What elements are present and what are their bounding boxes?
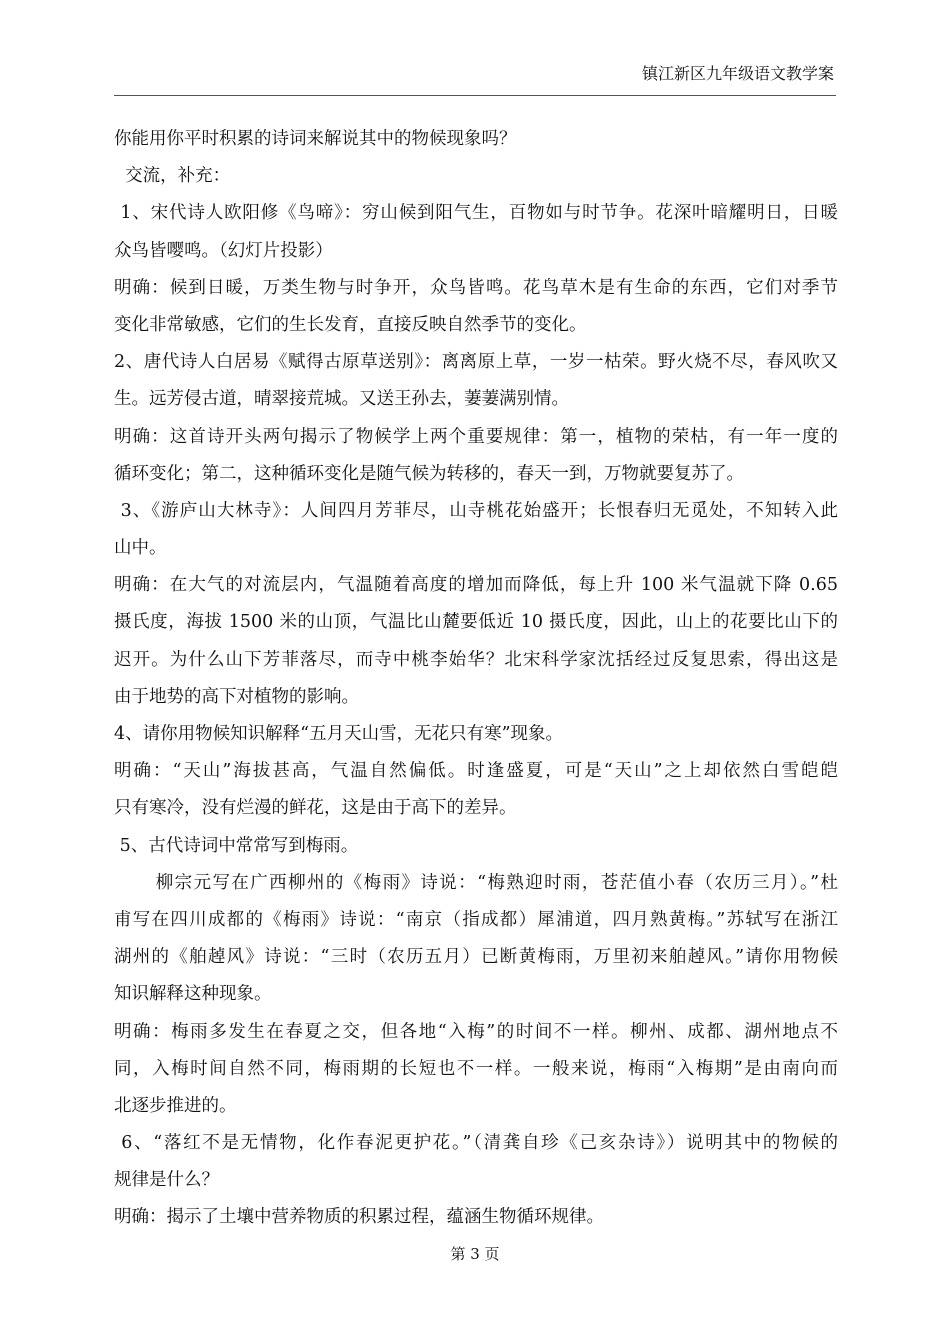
text-line: 3、《游庐山大林寺》：人间四月芳菲尽，山寺桃花始盛开；长恨春归无觅处，不知转入此 [114, 500, 838, 521]
text-line: 生。远芳侵古道，晴翠接荒城。又送王孙去，萋萋满别情。 [114, 389, 569, 410]
text-line: 循环变化；第二，这种循环变化是随气候为转移的，春天一到，万物就要复苏了。 [114, 463, 744, 484]
text-line: 1、宋代诗人欧阳修《鸟啼》：穷山候到阳气生，百物如与时节争。花深叶暗耀明日，日暖 [114, 203, 838, 224]
text-line: 由于地势的高下对植物的影响。 [114, 686, 359, 707]
text-line: 明确：在大气的对流层内，气温随着高度的增加而降低，每上升 100 米气温就下降 0.65 [114, 575, 838, 596]
text-line: 规律是什么？ [114, 1170, 219, 1191]
text-line: 明确：候到日暖，万类生物与时争开，众鸟皆鸣。花鸟草木是有生命的东西，它们对季节 [114, 277, 838, 298]
document-header: 镇江新区九年级语文教学案 [641, 64, 834, 83]
text-line: 你能用你平时积累的诗词来解说其中的物候现象吗？ [114, 129, 517, 149]
text-line: 2、唐代诗人白居易《赋得古原草送别》：离离原上草，一岁一枯荣。野火烧不尽，春风吹又 [114, 352, 838, 373]
page-number: 第 3 页 [450, 1245, 500, 1263]
text-line: 众鸟皆嘤鸣。（幻灯片投影） [114, 240, 333, 261]
text-line: 6、“落红不是无情物，化作春泥更护花。”（清龚自珍《己亥杂诗》）说明其中的物候的 [114, 1133, 838, 1154]
text-line: 5、古代诗词中常常写到梅雨。 [114, 835, 359, 856]
text-line: 湖州的《舶趠风》诗说：“三时（农历五月）已断黄梅雨，万里初来舶趠风。”请你用物候 [114, 947, 838, 968]
text-line: 明确：梅雨多发生在春夏之交，但各地“入梅”的时间不一样。柳州、成都、湖州地点不 [114, 1021, 838, 1042]
text-line: 知识解释这种现象。 [114, 984, 272, 1005]
header-divider [114, 95, 836, 96]
text-line: 4、请你用物候知识解释“五月天山雪，无花只有寒”现象。 [114, 724, 564, 744]
text-line: 同，入梅时间自然不同，梅雨期的长短也不一样。一般来说，梅雨“入梅期”是由南向而 [114, 1058, 838, 1079]
text-line: 甫写在四川成都的《梅雨》诗说：“南京（指成都）犀浦道，四月熟黄梅。”苏轼写在浙江 [114, 909, 838, 930]
text-line: 明确：“天山”海拔甚高，气温自然偏低。时逢盛夏，可是“天山”之上却依然白雪皑皑 [114, 761, 838, 782]
text-line: 只有寒冷，没有烂漫的鲜花，这是由于高下的差异。 [114, 798, 517, 819]
document-body [114, 121, 838, 1237]
text-line: 变化非常敏感，它们的生长发育，直接反映自然季节的变化。 [114, 314, 587, 335]
text-line: 明确：这首诗开头两句揭示了物候学上两个重要规律：第一，植物的荣枯，有一年一度的 [114, 426, 838, 447]
text-line: 北逐步推进的。 [114, 1095, 237, 1116]
text-line: 迟开。为什么山下芳菲落尽，而寺中桃李始华？北宋科学家沈括经过反复思索，得出这是 [114, 649, 838, 670]
text-line: 柳宗元写在广西柳州的《梅雨》诗说：“梅熟迎时雨，苍茫值小春（农历三月）。”杜 [114, 872, 838, 893]
text-line: 摄氏度，海拔 1500 米的山顶，气温比山麓要低近 10 摄氏度，因此，山上的花要比山下的 [114, 612, 838, 633]
text-line: 山中。 [114, 538, 167, 559]
text-line: 明确：揭示了土壤中营养物质的积累过程，蕴涵生物循环规律。 [114, 1207, 604, 1228]
text-line: 交流，补充： [114, 166, 231, 187]
